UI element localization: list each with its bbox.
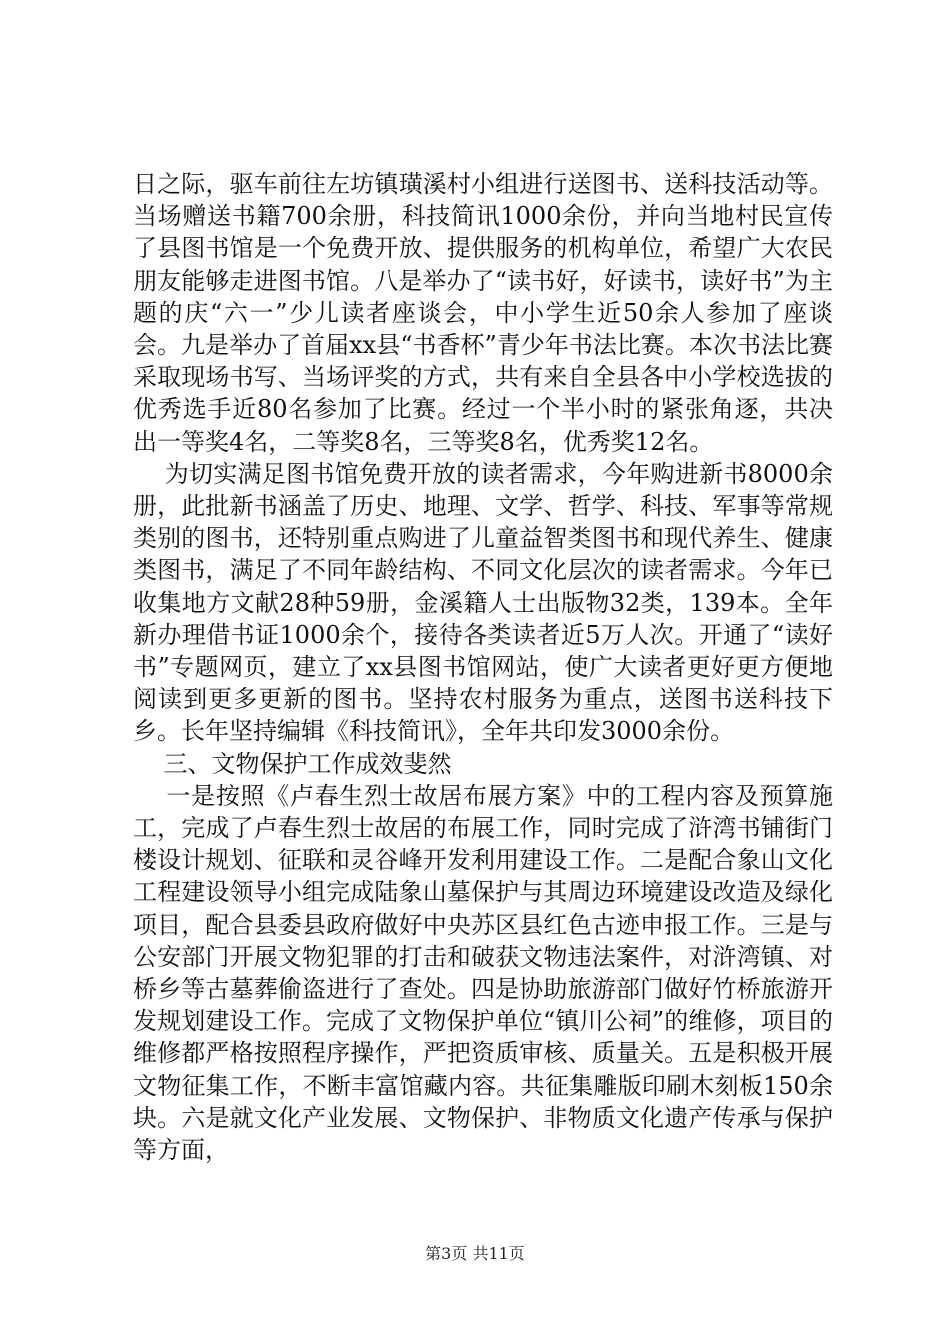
- section-heading-cultural-relics: 三、文物保护工作成效斐然: [133, 749, 452, 778]
- paragraph-book-events: 日之际，驱车前往左坊镇璜溪村小组进行送图书、送科技活动等。当场赠送书籍700余册，科技简讯1000余份，并向当地村民宣传了县图书馆是一个免费开放、提供服务的机构单位，希望广大农民朋友能够走进图书馆。八是举办了“读书好，好读书，读好书”为主题的庆“六一”少儿读者座谈会，中小学生近50余人参加了座谈会。九是举办了首届xx县“书香杯”青少年书法比赛。本次书法比赛采取现场书写、当场评奖的方式，共有来自全县各中小学校选拔的优秀选手近80名参加了比赛。经过一个半小时的紧张角逐，共决出一等奖4名，二等奖8名，三等奖8名，优秀奖12名。: [133, 170, 833, 456]
- paragraph-new-books: 为切实满足图书馆免费开放的读者需求，今年购进新书8000余册，此批新书涵盖了历史、地理、文学、哲学、科技、军事等常规类别的图书，还特别重点购进了儿童益智类图书和现代养生、健康类图书，满足了不同年龄结构、不同文化层次的读者需求。今年已收集地方文献28种59册，金溪籍人士出版物32类，139本。全年新办理借书证1000余个，接待各类读者近5万人次。开通了“读好书”专题网页，建立了xx县图书馆网站，使广大读者更好更方便地阅读到更多更新的图书。坚持农村服务为重点，送图书送科技下乡。长年坚持编辑《科技简讯》，全年共印发3000余份。: [133, 459, 834, 746]
- document-body: [133, 168, 833, 1166]
- page-number: 第3页 共11页: [425, 1244, 525, 1263]
- paragraph-relics-protection: 一是按照《卢春生烈士故居布展方案》中的工程内容及预算施工，完成了卢春生烈士故居的布展工作，同时完成了浒湾书铺街门楼设计规划、征联和灵谷峰开发利用建设工作。二是配合象山文化工程建设领导小组完成陆象山墓保护与其周边环境建设改造及绿化项目，配合县委县政府做好中央苏区县红色古迹申报工作。三是与公安部门开展文物犯罪的打击和破获文物违法案件，对浒湾镇、对桥乡等古墓葬偷盗进行了查处。四是协助旅游部门做好竹桥旅游开发规划建设工作。完成了文物保护单位“镇川公祠”的维修，项目的维修都严格按照程序操作，严把资质审核、质量关。五是积极开展文物征集工作，不断丰富馆藏内容。共征集雕版印刷木刻板150余块。六是就文化产业发展、文物保护、非物质文化遗产传承与保护等方面，: [133, 781, 834, 1165]
- page-footer: [0, 1244, 950, 1264]
